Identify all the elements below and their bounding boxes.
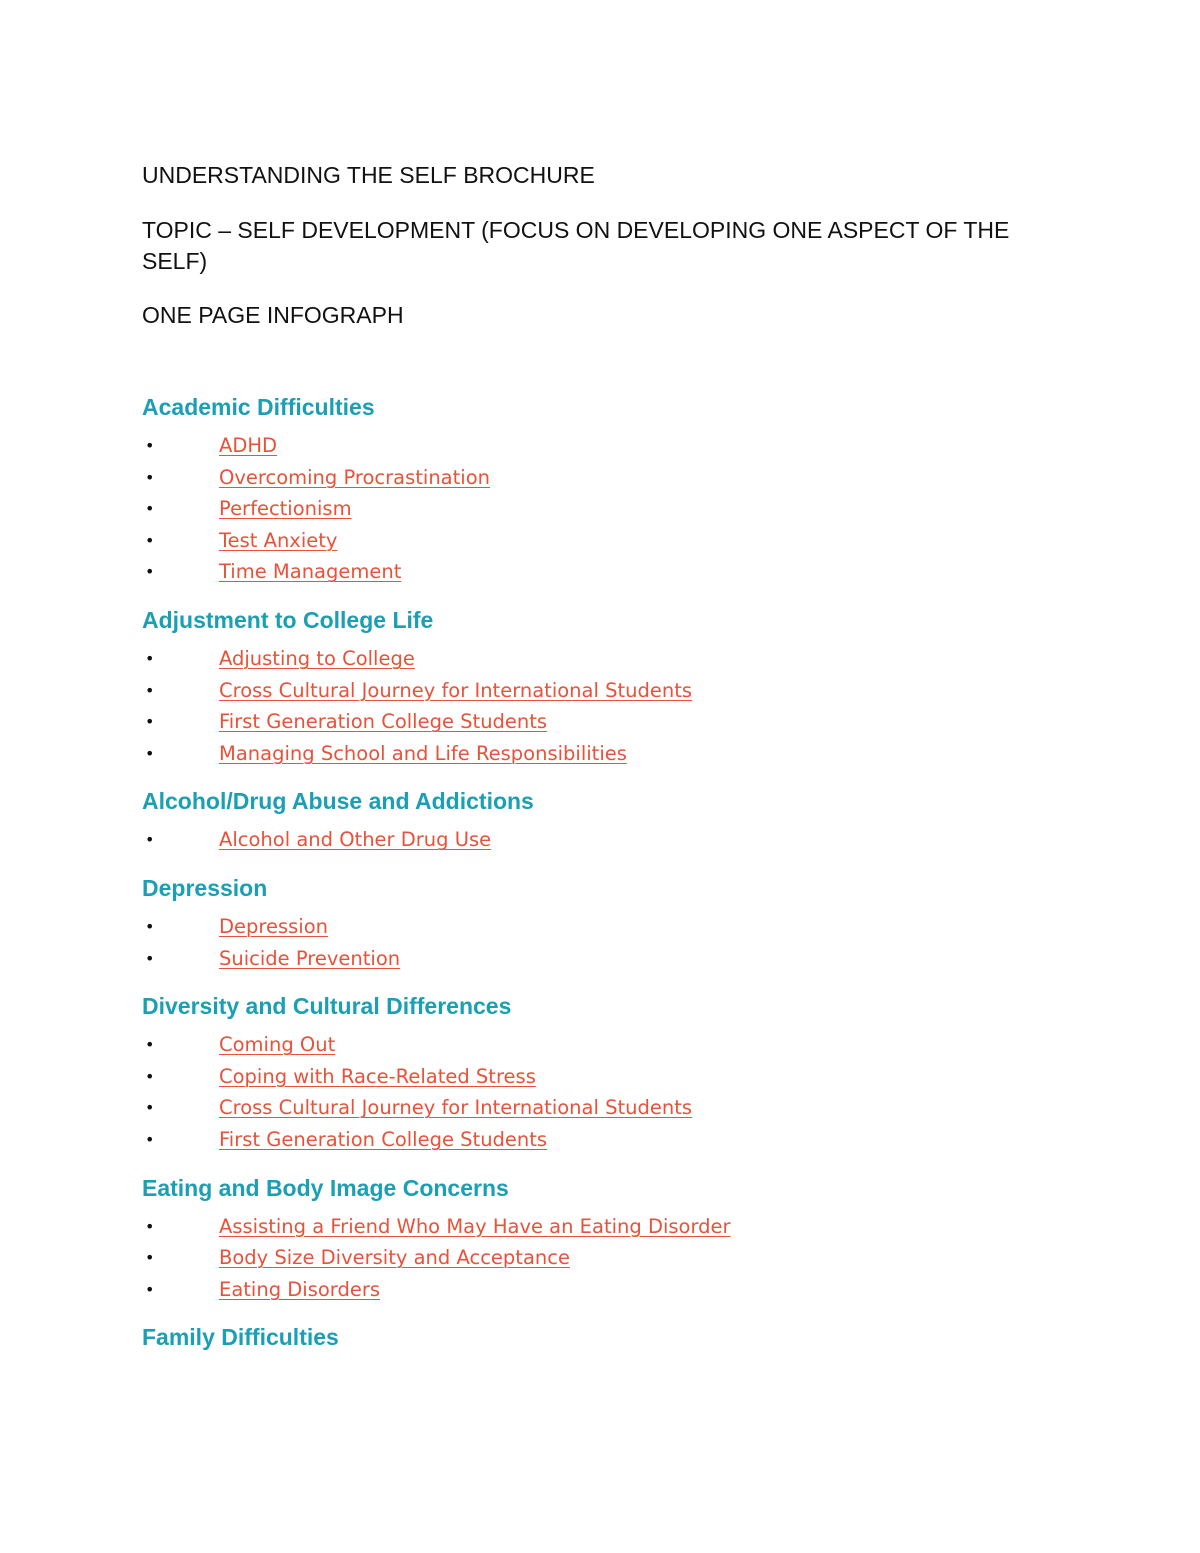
- list-item: [142, 1029, 1062, 1061]
- resource-link[interactable]: Assisting a Friend Who May Have an Eating Disorder: [219, 1214, 731, 1238]
- section-title: Alcohol/Drug Abuse and Addictions: [142, 788, 534, 815]
- bullet-icon: •: [145, 712, 155, 732]
- section-title: Academic Difficulties: [142, 394, 375, 420]
- bullet-icon: •: [145, 1279, 155, 1299]
- bullet-icon: •: [145, 1066, 155, 1086]
- resource-link[interactable]: Time Management: [219, 560, 402, 584]
- resource-link[interactable]: Cross Cultural Journey for International Students: [219, 1096, 693, 1120]
- document-title: UNDERSTANDING THE SELF BROCHURE: [142, 162, 595, 188]
- document-topic: TOPIC – SELF DEVELOPMENT (FOCUS ON DEVELOPING ONE ASPECT OF THE SELF): [142, 217, 1010, 274]
- resource-link[interactable]: Coping with Race-Related Stress: [219, 1064, 536, 1088]
- list-item: [142, 738, 1062, 770]
- section-title: Family Difficulties: [142, 1324, 339, 1351]
- list-item: [142, 824, 1062, 856]
- resource-section: [142, 392, 1062, 588]
- resource-section: [142, 605, 1062, 769]
- list-item: [142, 1242, 1062, 1274]
- link-list: [142, 643, 1062, 769]
- list-item: [142, 1274, 1062, 1306]
- bullet-icon: •: [145, 1129, 155, 1149]
- list-item: [142, 1124, 1062, 1156]
- bullet-icon: •: [145, 743, 155, 763]
- resource-link[interactable]: Coming Out: [219, 1033, 336, 1057]
- list-item: [142, 430, 1062, 462]
- section-title: Adjustment to College Life: [142, 606, 434, 633]
- document-format: ONE PAGE INFOGRAPH: [142, 302, 404, 328]
- resource-link[interactable]: Eating Disorders: [219, 1277, 381, 1301]
- resource-section: [142, 1173, 1062, 1306]
- list-item: [142, 1211, 1062, 1243]
- list-item: [142, 943, 1062, 975]
- bullet-icon: •: [145, 499, 155, 519]
- list-item: [142, 1092, 1062, 1124]
- resource-section: [142, 1322, 1062, 1353]
- link-list: [142, 911, 1062, 974]
- resource-link[interactable]: ADHD: [219, 434, 278, 457]
- resource-section: [142, 873, 1062, 974]
- bullet-icon: •: [145, 1248, 155, 1268]
- bullet-icon: •: [145, 436, 155, 455]
- link-list: [142, 1211, 1062, 1306]
- list-item: [142, 1061, 1062, 1093]
- resource-link[interactable]: Perfectionism: [219, 497, 352, 521]
- list-item: [142, 525, 1062, 557]
- resource-link[interactable]: Depression: [219, 914, 329, 938]
- resource-link[interactable]: Test Anxiety: [219, 528, 338, 552]
- resource-link[interactable]: Overcoming Procrastination: [219, 465, 490, 489]
- list-item: [142, 675, 1062, 707]
- bullet-icon: •: [145, 530, 155, 550]
- link-list: [142, 824, 1062, 856]
- resource-link[interactable]: Body Size Diversity and Acceptance: [219, 1246, 570, 1270]
- bullet-icon: •: [145, 948, 155, 968]
- bullet-icon: •: [145, 916, 155, 936]
- section-title: Diversity and Cultural Differences: [142, 993, 512, 1020]
- list-item: [142, 706, 1062, 738]
- resource-link[interactable]: Cross Cultural Journey for International Students: [219, 678, 693, 702]
- list-item: [142, 556, 1062, 588]
- bullet-icon: •: [145, 467, 155, 487]
- section-title: Depression: [142, 874, 268, 901]
- resource-section: [142, 991, 1062, 1155]
- section-title: Eating and Body Image Concerns: [142, 1174, 509, 1201]
- document-page: [142, 160, 1062, 1360]
- list-item: [142, 911, 1062, 943]
- resource-link[interactable]: First Generation College Students: [219, 1127, 548, 1151]
- resource-link[interactable]: Suicide Prevention: [219, 946, 401, 970]
- bullet-icon: •: [145, 1035, 155, 1055]
- list-item: [142, 493, 1062, 525]
- bullet-icon: •: [145, 830, 155, 850]
- bullet-icon: •: [145, 1216, 155, 1236]
- resource-sections: [142, 392, 1062, 1353]
- link-list: [142, 1029, 1062, 1155]
- resource-section: [142, 786, 1062, 856]
- bullet-icon: •: [145, 562, 155, 582]
- list-item: [142, 462, 1062, 494]
- link-list: [142, 430, 1062, 588]
- list-item: [142, 643, 1062, 675]
- bullet-icon: •: [145, 680, 155, 700]
- resource-link[interactable]: Alcohol and Other Drug Use: [219, 828, 492, 852]
- bullet-icon: •: [145, 648, 155, 668]
- resource-link[interactable]: Managing School and Life Responsibilities: [219, 741, 627, 765]
- resource-link[interactable]: Adjusting to College: [219, 646, 415, 670]
- resource-link[interactable]: First Generation College Students: [219, 710, 548, 734]
- bullet-icon: •: [145, 1098, 155, 1118]
